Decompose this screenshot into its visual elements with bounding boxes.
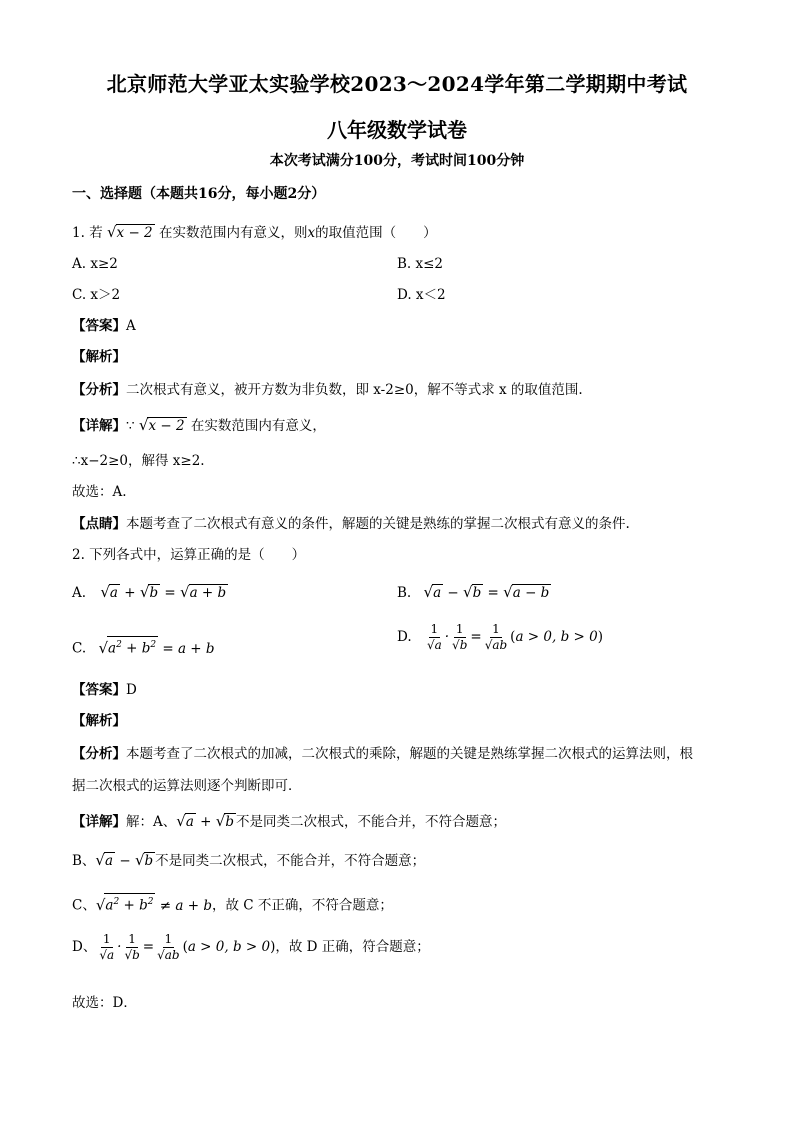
q1-number: 1. <box>72 225 85 241</box>
xiangjie-tag: 【详解】 <box>72 418 126 434</box>
fenxi-text: 二次根式有意义，被开方数为非负数，即 x-2≥0，解不等式求 x 的取值范围. <box>126 382 583 398</box>
exam-title: 北京师范大学亚太实验学校2023～2024学年第二学期期中考试 <box>106 72 688 96</box>
q2-stem: 2. 下列各式中，运算正确的是（ ） <box>72 547 306 563</box>
q1-option-a: A. x≥2 <box>72 256 118 272</box>
q1-option-d: D. x＜2 <box>397 287 446 303</box>
exam-note: 本次考试满分100分，考试时间100分钟 <box>269 153 525 169</box>
q2-xiangjie-d: D、 $\frac{1}{√a}$ · $\frac{1}{√b}$ = $\frac{1}{√ab}$ (a > 0, b > 0)，故 D 正确，符合题意； <box>72 932 430 962</box>
q1-option-c: C. x＞2 <box>72 287 121 303</box>
q2-fenxi-line1 <box>72 744 693 764</box>
q1-pre: 若 <box>89 225 103 241</box>
dianjing-tag: 【点睛】 <box>72 516 126 532</box>
xiangjie-b-post: 不是同类二次根式，不能合并，不符合题意； <box>155 853 426 869</box>
q2-xiangjie-a: 【详解】解：A、√a + √b 不是同类二次根式，不能合并，不符合题意； <box>72 812 506 830</box>
q2-choice: 故选：D． <box>72 995 137 1011</box>
q1-radicand: x − 2 <box>116 225 153 241</box>
q2-jiexi-tag: 【解析】 <box>72 713 126 729</box>
q1-dianjing <box>72 514 630 534</box>
xiangjie-tag: 【详解】 <box>72 814 126 830</box>
xiangjie-b-pre: B、 <box>72 853 96 869</box>
answer-tag: 【答案】 <box>72 318 126 334</box>
q1-post: 在实数范围内有意义，则 <box>158 225 308 241</box>
q2-label-c: C. <box>72 640 87 657</box>
q2-fenxi-line2: 据二次根式的运算法则逐个判断即可． <box>72 778 302 794</box>
q2-option-c <box>72 636 215 659</box>
q1-var: x <box>307 225 316 241</box>
q2-option-d <box>397 622 603 653</box>
because-symbol: ∵ <box>126 418 135 434</box>
q2-label-a: A. <box>72 585 87 601</box>
q2-label-b: B. <box>397 585 412 601</box>
q2-xiangjie-c: C、$√a^2 + b^2 \ne a + b$，故 C 不正确，不符合题意； <box>72 893 393 916</box>
xiangjie-d-post: ，故 D 正确，符合题意； <box>275 939 430 955</box>
q1-post2: 的取值范围（ ） <box>315 225 437 241</box>
answer-value: D <box>126 682 137 698</box>
q2-formula-a: √a + √b = √a + b <box>100 583 227 601</box>
fenxi-tag: 【分析】 <box>72 382 126 398</box>
xiangjie-d-pre: D、 <box>72 939 97 955</box>
answer-value: A <box>126 318 136 334</box>
q2-option-b <box>397 582 551 603</box>
fenxi-tag: 【分析】 <box>72 746 126 762</box>
q1-step2: ∴x−2≥0，解得 x≥2. <box>72 453 205 469</box>
q1-fenxi <box>72 380 583 400</box>
xiangjie-a-pre: 解：A、 <box>126 814 177 830</box>
xiangjie-c-post: ，故 C 不正确，不符合题意； <box>211 897 393 914</box>
q1-jiexi-tag: 【解析】 <box>72 349 126 365</box>
q1-answer <box>72 316 136 336</box>
q2-label-d: D. <box>397 629 412 645</box>
q1-xiangjie: 【详解】∵ √x − 2 在实数范围内有意义， <box>72 416 326 434</box>
xiangjie-c-pre: C、 <box>72 897 96 914</box>
q2-answer <box>72 680 137 700</box>
section-heading: 一、选择题（本题共16分，每小题2分） <box>72 186 326 202</box>
q2-xiangjie-b: B、√a − √b 不是同类二次根式，不能合并，不符合题意； <box>72 851 426 869</box>
q2-formula-c: $√a^2 + b^2 = a + b$ <box>98 641 214 657</box>
q2-formula-d: $\frac{1}{√a}$ · $\frac{1}{√b}$ = $\frac{1}{√ab}$ (a > 0, b > 0) <box>426 622 603 652</box>
answer-tag: 【答案】 <box>72 682 126 698</box>
dianjing-text: 本题考查了二次根式有意义的条件，解题的关键是熟练的掌握二次根式有意义的条件. <box>126 516 630 532</box>
q1-stem: 1. 若 √x − 2 在实数范围内有意义，则x的取值范围（ ） <box>72 223 437 241</box>
xiangjie-a-post: 不是同类二次根式，不能合并，不符合题意； <box>236 814 506 830</box>
xiangjie-post: 在实数范围内有意义， <box>190 418 326 434</box>
q1-choice: 故选：A. <box>72 484 127 500</box>
q1-xiangjie-radicand: x − 2 <box>148 418 185 434</box>
q2-formula-b: √a − √b = √a − b <box>423 583 550 601</box>
exam-subtitle: 八年级数学试卷 <box>327 118 467 142</box>
fenxi-text-1: 本题考查了二次根式的加减，二次根式的乘除，解题的关键是熟练掌握二次根式的运算法则，根 <box>126 746 693 762</box>
q1-option-b: B. x≤2 <box>397 256 444 272</box>
q2-option-a <box>72 582 228 603</box>
